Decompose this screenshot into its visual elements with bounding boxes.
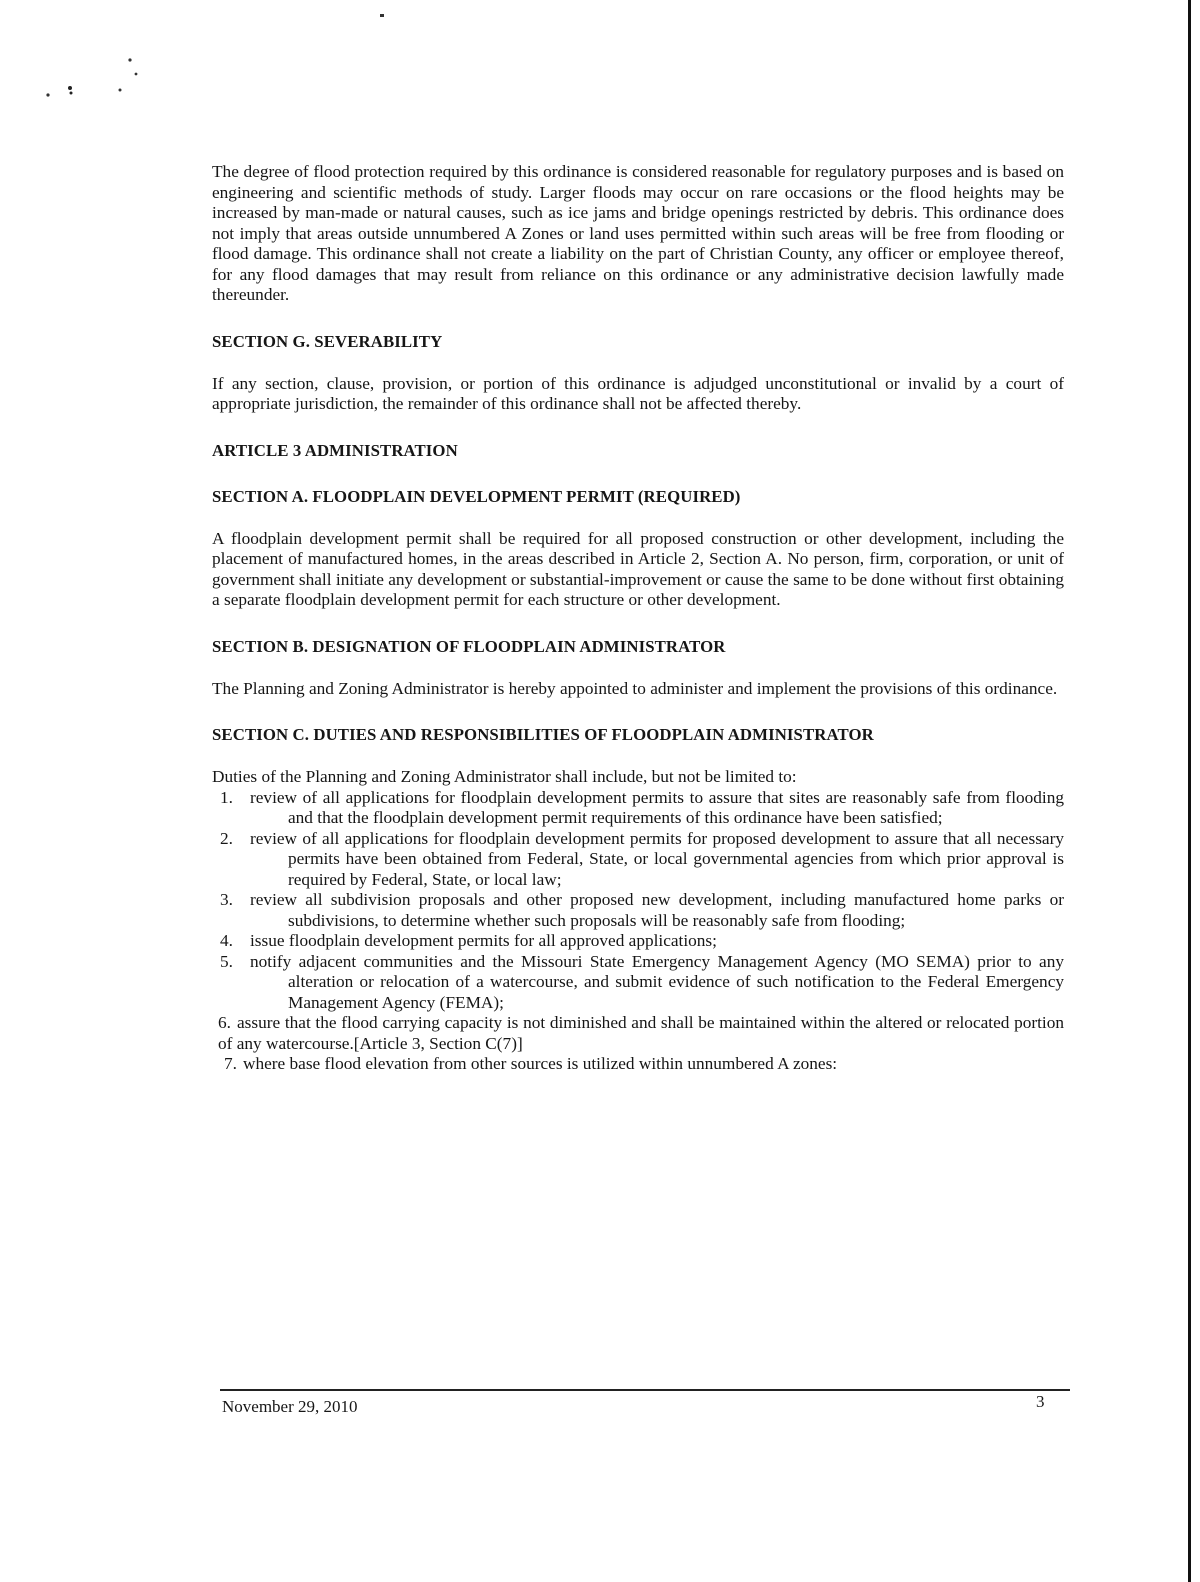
- footer-date: November 29, 2010: [222, 1397, 358, 1416]
- duty-list-item: [212, 1054, 1064, 1075]
- duty-list-item: [212, 788, 1064, 829]
- section-b-heading: SECTION B. DESIGNATION OF FLOODPLAIN ADMINISTRATOR: [212, 636, 726, 656]
- section-g-heading: SECTION G. SEVERABILITY: [212, 331, 443, 351]
- section-c-intro: Duties of the Planning and Zoning Administrator shall include, but not be limited to:: [212, 767, 797, 786]
- page-number: 3: [1036, 1392, 1045, 1411]
- scan-mark: [380, 14, 384, 17]
- footer-rule: [220, 1389, 1070, 1391]
- list-item-text: assure that the flood carrying capacity is not diminished and shall be maintained within the altered or relocated portion of any watercourse.[Article 3, Section C(7)]: [218, 1013, 1064, 1053]
- duty-list-item: [212, 952, 1064, 1014]
- duty-list-item: [212, 931, 1064, 952]
- list-item-text: notify adjacent communities and the Missouri State Emergency Management Agency (MO SEMA) prior to any alteration or relocation of a watercourse, and submit evidence of such notification to the Federal Emergency Management Agency (FEMA);: [250, 951, 1064, 1012]
- list-number: 3.: [220, 890, 233, 909]
- duty-list-item: [212, 890, 1064, 931]
- list-number: 7.: [224, 1054, 237, 1073]
- list-number: 5.: [220, 951, 233, 971]
- section-c-heading: SECTION C. DUTIES AND RESPONSIBILITIES OF FLOODPLAIN ADMINISTRATOR: [212, 725, 874, 744]
- list-item-text: review of all applications for floodplain development permits for proposed development to assure that all necessary permits have been obtained from Federal, State, or local governmental agencies from which prior approval is required by Federal, State, or local law;: [250, 828, 1064, 889]
- list-number: 2.: [220, 828, 233, 848]
- list-item-text: where base flood elevation from other sources is utilized within unnumbered A zones:: [242, 1054, 838, 1073]
- section-b-paragraph: The Planning and Zoning Administrator is hereby appointed to administer and implement the provisions of this ordinance.: [212, 678, 1058, 698]
- list-number: 1.: [220, 787, 233, 807]
- article-3-heading: ARTICLE 3 ADMINISTRATION: [212, 440, 458, 460]
- section-a-heading: SECTION A. FLOODPLAIN DEVELOPMENT PERMIT (REQUIRED): [212, 486, 741, 506]
- list-number: 4.: [220, 931, 233, 950]
- section-g-paragraph: If any section, clause, provision, or portion of this ordinance is adjudged unconstitutional or invalid by a court of appropriate jurisdiction, the remainder of this ordinance shall not be affected thereby.: [212, 373, 1064, 413]
- duty-list-item: [212, 829, 1064, 891]
- list-item-text: issue floodplain development permits for all approved applications;: [250, 931, 717, 950]
- scan-specks: [0, 0, 200, 120]
- duty-list-item: [212, 1013, 1064, 1054]
- list-item-text: review all subdivision proposals and other proposed new development, including manufactured home parks or subdivisions, to determine whether such proposals will be reasonably safe from flooding;: [250, 890, 1064, 930]
- intro-paragraph: The degree of flood protection required by this ordinance is considered reasonable for regulatory purposes and is based on engineering and scientific methods of study. Larger floods may occur on rare occasions or the flood heights may be increased by man-made or natural causes, such as ice jams and bridge openings restricted by debris. This ordinance does not imply that areas outside unnumbered A Zones or land uses permitted within such areas will be free from flooding or flood damage. This ordinance shall not create a liability on the part of Christian County, any officer or employee thereof, for any flood damages that may result from reliance on this ordinance or any administrative decision lawfully made thereunder.: [212, 162, 1064, 304]
- section-a-paragraph: A floodplain development permit shall be required for all proposed construction or other development, including the placement of manufactured homes, in the areas described in Article 2, Section A. No person, firm, corporation, or unit of government shall initiate any development or substantial-improvement or cause the same to be done without first obtaining a separate floodplain development permit for each structure or other development.: [212, 528, 1064, 609]
- page-edge: [1188, 0, 1191, 1582]
- list-number: 6.: [218, 1013, 231, 1032]
- list-item-text: review of all applications for floodplain development permits to assure that sites are reasonably safe from flooding and that the floodplain development permit requirements of this ordinance have been satisfied;: [250, 787, 1064, 827]
- document-body: [212, 162, 1064, 1075]
